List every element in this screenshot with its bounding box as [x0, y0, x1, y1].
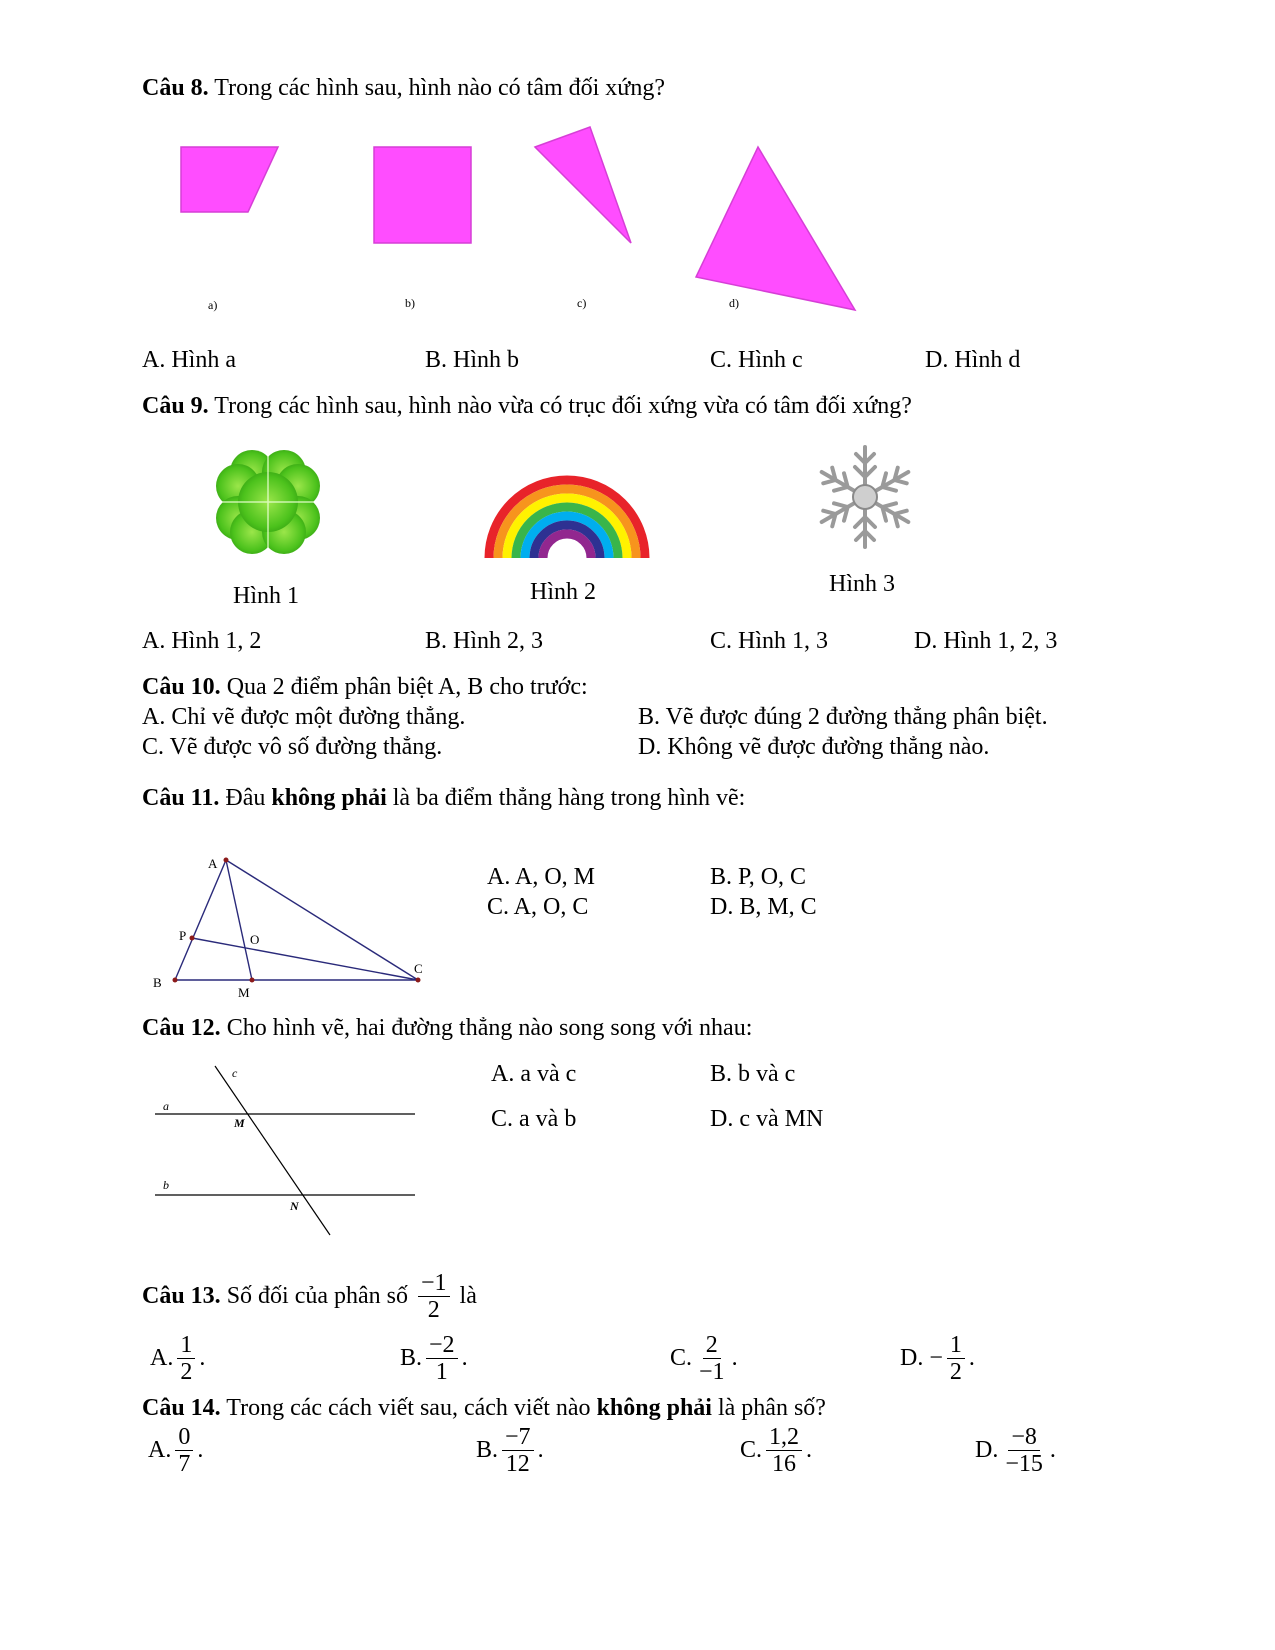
q13-stem: Câu 13. Số đối của phân số $\frac{-1}{2}$ là: [142, 1270, 477, 1323]
q8-shape-a: [181, 147, 278, 212]
q9-caption-1: Hình 1: [233, 583, 299, 609]
q8-label-d: d): [729, 296, 739, 310]
q8-option-b[interactable]: B. Hình b: [425, 347, 520, 373]
point-label-p: P: [179, 928, 187, 943]
line-label-b: b: [163, 1178, 169, 1192]
line-label-a: a: [163, 1099, 169, 1113]
q11-option-a[interactable]: A. A, O, M: [487, 864, 596, 890]
q14-option-d[interactable]: D. $\frac{-8}{-15}$ .: [975, 1424, 1056, 1477]
q10-option-a[interactable]: A. Chỉ vẽ được một đường thẳng.: [142, 704, 466, 730]
q8-shape-b: [374, 147, 471, 243]
q8-figures: [170, 120, 870, 320]
q12-option-a[interactable]: A. a và c: [491, 1061, 577, 1087]
q9-option-c[interactable]: C. Hình 1, 3: [710, 628, 829, 654]
q8-label-b: b): [405, 296, 415, 310]
q11-option-c[interactable]: C. A, O, C: [487, 894, 589, 920]
q12-parallel-lines-figure: [150, 1060, 420, 1240]
point-label-n: N: [290, 1199, 299, 1213]
q8-shape-d: [696, 147, 855, 310]
point-label-m: M: [238, 985, 250, 1000]
q13-option-d[interactable]: D. − $\frac{1}{2}$ .: [900, 1332, 975, 1385]
q8-option-d[interactable]: D. Hình d: [925, 347, 1021, 373]
q12-stem: Câu 12. Cho hình vẽ, hai đường thẳng nào song song với nhau:: [142, 1015, 753, 1041]
q12-option-b[interactable]: B. b và c: [710, 1061, 796, 1087]
point-label-o: O: [250, 932, 260, 947]
q10-option-b[interactable]: B. Vẽ được đúng 2 đường thẳng phân biệt.: [638, 704, 1048, 730]
q13-fraction: $\frac{-1}{2}$: [418, 1270, 450, 1323]
q10-option-c[interactable]: C. Vẽ được vô số đường thẳng.: [142, 734, 443, 760]
q9-option-b[interactable]: B. Hình 2, 3: [425, 628, 544, 654]
q10-stem: Câu 10. Qua 2 điểm phân biệt A, B cho trước:: [142, 674, 588, 700]
q9-caption-2: Hình 2: [530, 579, 596, 605]
q11-triangle-figure: [150, 850, 440, 1000]
q9-stem: Câu 9. Trong các hình sau, hình nào vừa có trục đối xứng vừa có tâm đối xứng?: [142, 393, 912, 419]
q9-option-d[interactable]: D. Hình 1, 2, 3: [914, 628, 1058, 654]
q9-caption-3: Hình 3: [829, 571, 895, 597]
q14-option-a[interactable]: A. $\frac{0}{7}$ .: [148, 1424, 204, 1477]
point-label-c: C: [414, 961, 423, 976]
point-label-m2: M: [234, 1116, 245, 1130]
q14-stem: Câu 14. Trong các cách viết sau, cách viết nào không phải là phân số?: [142, 1395, 826, 1421]
q14-option-b[interactable]: B. $\frac{-7}{12}$ .: [476, 1424, 544, 1477]
point-label-a: A: [208, 856, 218, 871]
snowflake-icon: [805, 444, 925, 550]
q11-option-b[interactable]: B. P, O, C: [710, 864, 807, 890]
q11-stem: Câu 11. Đâu không phải là ba điểm thẳng hàng trong hình vẽ:: [142, 785, 746, 811]
q11-option-d[interactable]: D. B, M, C: [710, 894, 817, 920]
line-label-c: c: [232, 1066, 238, 1080]
q12-option-d[interactable]: D. c và MN: [710, 1106, 824, 1132]
q8-option-a[interactable]: A. Hình a: [142, 347, 236, 373]
q14-option-c[interactable]: C. $\frac{1,2}{16}$ .: [740, 1424, 813, 1477]
q10-option-d[interactable]: D. Không vẽ được đường thẳng nào.: [638, 734, 990, 760]
clover-icon: [208, 442, 328, 562]
q13-option-b[interactable]: B. $\frac{-2}{1}$ .: [400, 1332, 468, 1385]
q8-shape-c: [535, 127, 631, 243]
q8-stem: Câu 8. Trong các hình sau, hình nào có tâm đối xứng?: [142, 75, 665, 101]
q9-option-a[interactable]: A. Hình 1, 2: [142, 628, 262, 654]
rainbow-icon: [480, 472, 654, 562]
q8-label-c: c): [577, 296, 587, 310]
q13-option-a[interactable]: A. $\frac{1}{2}$ .: [150, 1332, 206, 1385]
q12-option-c[interactable]: C. a và b: [491, 1106, 577, 1132]
q13-option-c[interactable]: C. $\frac{2}{-1}$ .: [670, 1332, 738, 1385]
point-label-b: B: [153, 975, 162, 990]
q8-label-a: a): [208, 298, 218, 312]
q8-option-c[interactable]: C. Hình c: [710, 347, 803, 373]
